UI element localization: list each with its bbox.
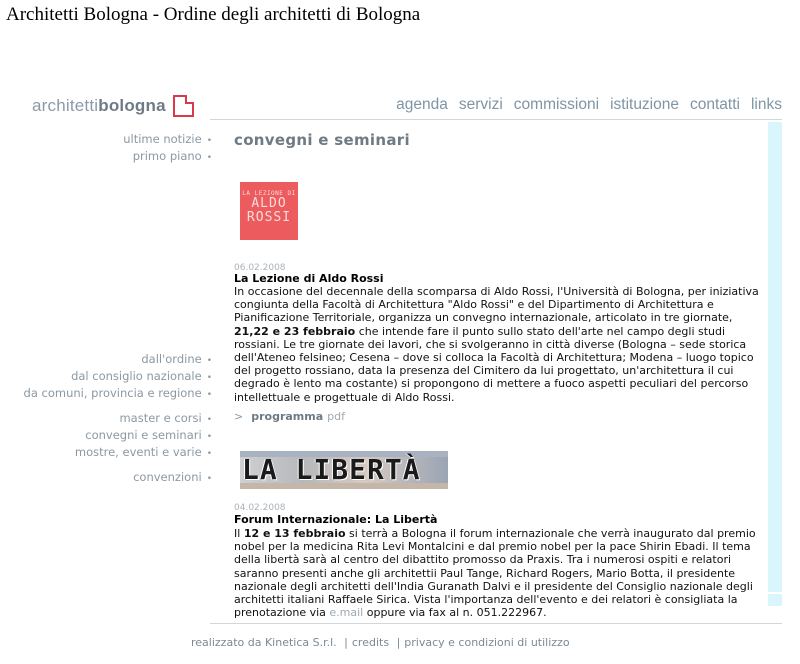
logo-square-icon: [173, 95, 194, 117]
news-text-bold: 21,22 e 23 febbraio: [234, 324, 356, 338]
news-title[interactable]: La Lezione di Aldo Rossi: [234, 272, 384, 285]
la-liberta-banner-image[interactable]: [240, 451, 448, 489]
logo-text-light: architetti: [32, 96, 99, 115]
side-menu-group-convenzioni: [133, 470, 212, 487]
nav-agenda[interactable]: agenda: [396, 96, 448, 113]
news-body: [234, 285, 764, 404]
programma-link[interactable]: programma: [251, 410, 324, 423]
bullet-icon: •: [206, 432, 212, 442]
poster-caption: LA LEZIONE DI: [242, 190, 296, 197]
bullet-icon: •: [206, 390, 212, 400]
programma-row: [234, 410, 345, 423]
news-date: 06.02.2008: [234, 263, 286, 273]
arrow-right-icon: >: [234, 410, 244, 423]
nav-contatti[interactable]: contatti: [690, 96, 740, 113]
side-item-label: mostre, eventi e varie: [74, 445, 202, 459]
side-item-convegni-seminari[interactable]: [75, 428, 212, 445]
poster-line: ROSSI: [246, 210, 292, 225]
nav-commissioni[interactable]: commissioni: [513, 96, 600, 113]
aldo-rossi-poster-image[interactable]: [240, 182, 298, 240]
footer-made-by-link[interactable]: realizzato da Kinetica S.r.l.: [191, 636, 337, 649]
side-item-comuni-provincia-regione[interactable]: [24, 386, 212, 403]
side-menu-group-news: [123, 132, 212, 166]
bullet-icon: •: [206, 449, 212, 459]
side-item-label: primo piano: [132, 149, 202, 163]
nav-istituzione[interactable]: istituzione: [610, 96, 679, 113]
news-text: oppure via fax al n. 051.222967.: [366, 606, 547, 620]
side-item-mostre-eventi[interactable]: [75, 445, 212, 462]
news-title[interactable]: Forum Internazionale: La Libertà: [234, 513, 438, 526]
side-item-master-corsi[interactable]: [75, 411, 212, 428]
decorative-stripe-end: [768, 594, 782, 606]
footer-separator: |: [344, 636, 348, 649]
news-text-bold: 12 e 13 febbraio: [243, 527, 346, 540]
header-divider: [210, 119, 782, 120]
side-item-label: dall'ordine: [141, 352, 202, 366]
footer-credits-link[interactable]: credits: [351, 636, 390, 649]
footer-divider: [210, 623, 782, 624]
news-text: che intende fare il punto sullo stato dell'arte nel campo degli studi rossiani. Le tre giornate dei lavori, che si svolgeranno in città diverse (Bologna – sede storica dell'Ateneo felsineo; Cesena – dove si colloca la Facoltà di Architettura; Modena – luogo topico del progetto rossiano, data la presenza del Cimitero da lui progettato, un'architettura il cui degrado è lento ma costante) si propongono di mettere a fuoco aspetti peculiari del percorso intellettuale e progettuale di Aldo Rossi.: [234, 324, 754, 404]
pdf-label: pdf: [327, 410, 345, 423]
footer-separator: |: [396, 636, 401, 649]
footer: [191, 636, 570, 649]
top-nav: [396, 96, 782, 114]
bullet-icon: •: [206, 136, 212, 146]
side-item-label: dal consiglio nazionale: [71, 369, 202, 383]
section-title: convegni e seminari: [234, 131, 410, 149]
site-logo[interactable]: [32, 94, 194, 118]
side-item-label: ultime notizie: [123, 132, 202, 146]
news-body: [234, 527, 764, 619]
nav-links[interactable]: links: [750, 96, 782, 113]
bullet-icon: •: [206, 153, 212, 163]
email-link[interactable]: e.mail: [329, 606, 364, 620]
bullet-icon: •: [206, 356, 212, 366]
poster-line: ALDO: [251, 196, 287, 211]
news-date: 04.02.2008: [234, 503, 286, 513]
side-item-label: da comuni, provincia e regione: [23, 386, 202, 400]
side-menu-group-events: [75, 411, 212, 462]
side-item-consiglio-nazionale[interactable]: [24, 369, 212, 386]
side-item-label: convenzioni: [133, 470, 202, 484]
news-text: Il: [234, 527, 241, 540]
news-text: In occasione del decennale della scomparsa di Aldo Rossi, l'Università di Bologna, per iniziativa congiunta della Facoltà di Architettura "Aldo Rossi" e del Dipartimento di Architettura e Pianificazione Territoriale, organizza un convegno internazionale, articolato in tre giornate,: [234, 285, 759, 325]
window-title: Architetti Bologna - Ordine degli architetti di Bologna: [6, 4, 421, 25]
side-item-primo-piano[interactable]: [123, 149, 212, 166]
bullet-icon: •: [206, 373, 212, 383]
news-text: si terrà a Bologna il forum internazionale che verrà inaugurato dal premio nobel per la medicina Rita Levi Montalcini e dal premio nobel per la pace Shirin Ebadi. Il tema della libertà sarà al centro del dibattito promosso da Praxis. Tra i numerosi ospiti e relatori saranno presenti anche gli architettii Paul Tange, Richard Rogers, Mario Botta, il presidente nazionale degli architetti dell'India Guranath Dalvi e il presidente del Consiglio nazionale degli architetti italiani Raffaele Sirica. Vista l'importanza dell'evento e dei relatori è consigliata la prenotazione via: [234, 527, 756, 620]
banner-text: LA LIBERTÀ: [242, 453, 421, 486]
side-item-label: master e corsi: [119, 411, 202, 425]
footer-privacy-link[interactable]: privacy e condizioni di utilizzo: [404, 636, 570, 649]
side-menu-group-sources: [24, 352, 212, 403]
side-item-convenzioni[interactable]: [133, 470, 212, 487]
decorative-stripe: [768, 122, 782, 592]
bullet-icon: •: [206, 415, 212, 425]
logo-text-bold: bologna: [98, 96, 166, 115]
side-item-label: convegni e seminari: [85, 428, 202, 442]
bullet-icon: •: [206, 474, 212, 484]
side-item-ultime-notizie[interactable]: [123, 132, 212, 149]
side-item-dall-ordine[interactable]: [24, 352, 212, 369]
nav-servizi[interactable]: servizi: [458, 96, 503, 113]
